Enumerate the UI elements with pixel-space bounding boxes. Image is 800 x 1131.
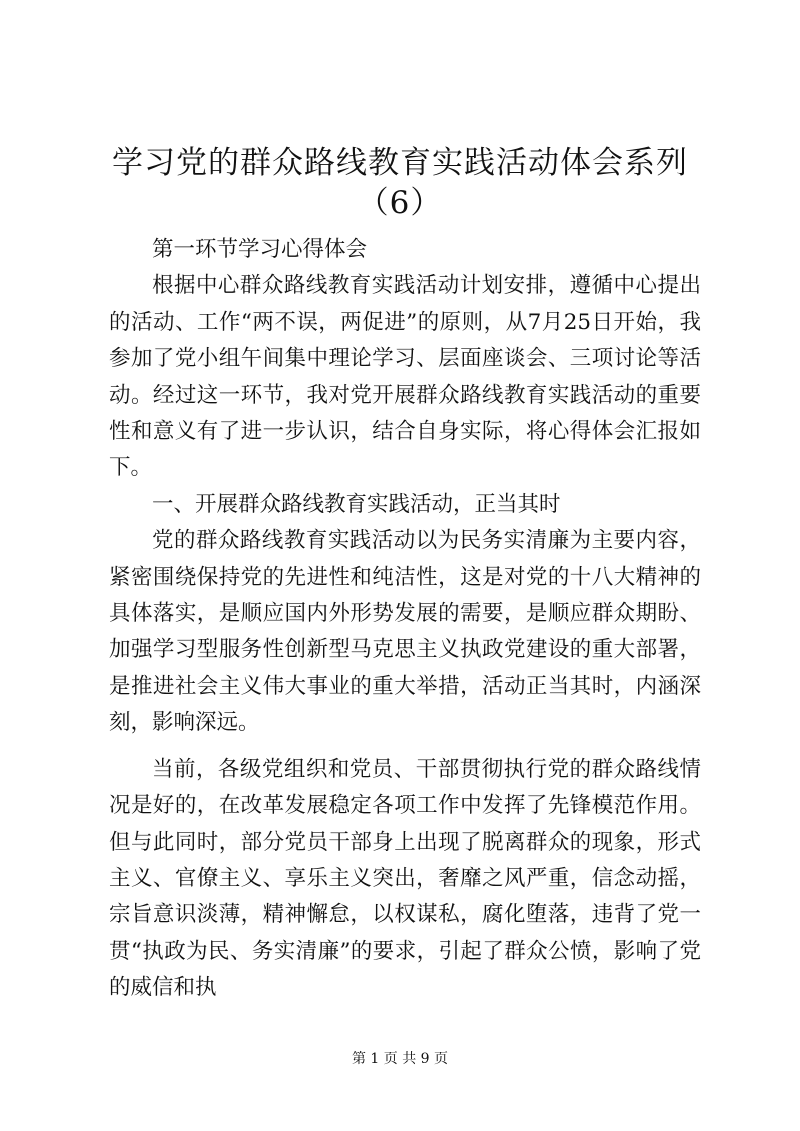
document-title-line1: 学习党的群众路线教育实践活动体会系列 <box>112 145 688 181</box>
section-heading-first-stage: 第一环节学习心得体会 <box>152 237 368 262</box>
page-footer: 第 1 页 共 9 页 <box>351 1051 449 1067</box>
body-paragraph: 当前，各级党组织和党员、干部贯彻执行党的群众路线情况是好的，在改革发展稳定各项工作中发挥了先锋模范作用。但与此同时，部分党员干部身上出现了脱离群众的现象，形式主义、官僚主义、享乐主义突出，奢靡之风严重，信念动摇，宗旨意识淡薄，精神懈怠，以权谋私，腐化堕落，违背了党一贯“执政为民、务实清廉”的要求，引起了群众公愤，影响了党的威信和执 <box>109 756 701 1001</box>
body-paragraph: 党的群众路线教育实践活动以为民务实清廉为主要内容，紧密围绕保持党的先进性和纯洁性，这是对党的十八大精神的具体落实，是顺应国内外形势发展的需要，是顺应群众期盼、加强学习型服务性创新型马克思主义执政党建设的重大部署，是推进社会主义伟大事业的重大举措，活动正当其时，内涵深刻，影响深远。 <box>109 528 701 736</box>
body-paragraph: 根据中心群众路线教育实践活动计划安排，遵循中心提出的活动、工作“两不误，两促进”的原则，从7月25日开始，我参加了党小组午间集中理论学习、层面座谈会、三项讨论等活动。经过这一环节，我对党开展群众路线教育实践活动的重要性和意义有了进一步认识，结合自身实际，将心得体会汇报如下。 <box>109 273 701 481</box>
document-body <box>109 232 701 1007</box>
document-title-line2: （6） <box>357 185 443 221</box>
section-heading-one: 一、开展群众路线教育实践活动，正当其时 <box>152 491 561 517</box>
